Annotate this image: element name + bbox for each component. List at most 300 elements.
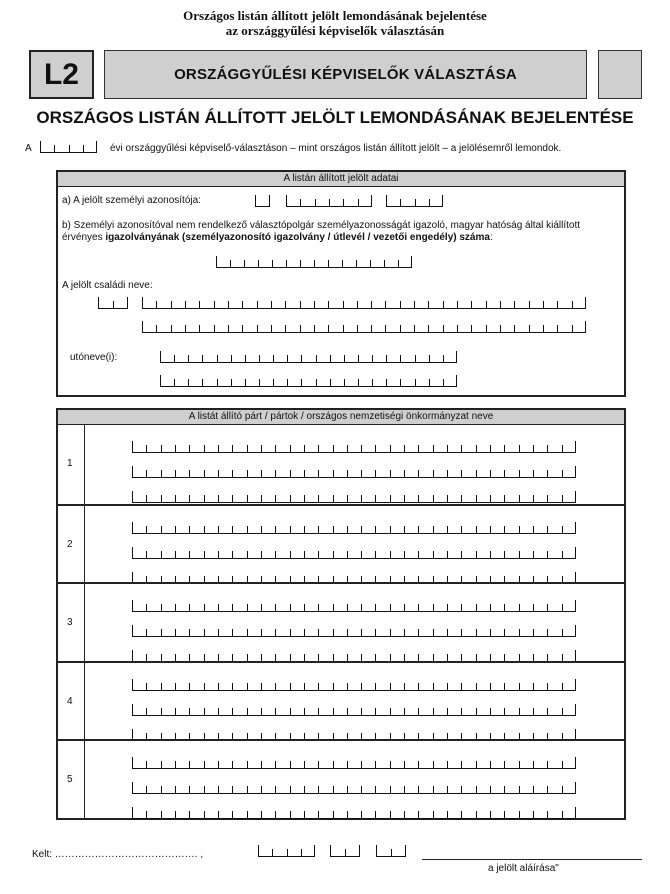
cell-tick — [385, 325, 386, 333]
cell-tick — [189, 708, 190, 716]
cell-tick — [232, 445, 233, 453]
cell-tick — [275, 683, 276, 691]
cell-tick — [519, 761, 520, 769]
cell-tick — [175, 604, 176, 612]
cell-tick — [447, 761, 448, 769]
party-number-cell — [58, 506, 85, 585]
cell-tick — [333, 445, 334, 453]
cell-tick — [161, 526, 162, 534]
cell-tick — [228, 325, 229, 333]
cell-tick — [547, 470, 548, 478]
cell-tick — [404, 629, 405, 637]
cell-tick — [504, 629, 505, 637]
cell-tick — [204, 811, 205, 819]
cell-tick — [300, 199, 301, 207]
cell-tick — [204, 708, 205, 716]
cell-tick — [275, 470, 276, 478]
cell-tick — [304, 708, 305, 716]
cell-tick — [359, 845, 360, 857]
cell-tick — [287, 355, 288, 363]
cell-tick — [314, 260, 315, 268]
given-name-field-2[interactable] — [160, 375, 457, 387]
cell-tick — [519, 629, 520, 637]
cell-tick — [290, 811, 291, 819]
cell-tick — [232, 811, 233, 819]
cell-tick — [333, 786, 334, 794]
cell-tick — [255, 195, 256, 207]
year-field[interactable] — [40, 141, 97, 153]
cell-tick — [344, 355, 345, 363]
cell-tick — [199, 301, 200, 309]
cell-tick — [300, 301, 301, 309]
cell-tick — [404, 526, 405, 534]
party-number-cell — [58, 741, 85, 820]
cell-tick — [533, 470, 534, 478]
cell-tick — [161, 708, 162, 716]
cell-tick — [562, 551, 563, 559]
cell-tick — [447, 786, 448, 794]
cell-tick — [261, 470, 262, 478]
header-title-line2: az országgyűlési képviselők választásán — [225, 23, 445, 38]
cell-tick — [562, 811, 563, 819]
cell-tick — [318, 629, 319, 637]
cell-tick — [390, 683, 391, 691]
cell-tick — [318, 495, 319, 503]
cell-tick — [447, 811, 448, 819]
cell-tick — [247, 495, 248, 503]
date-year-field[interactable] — [258, 845, 315, 857]
cell-tick — [433, 761, 434, 769]
cell-tick — [318, 551, 319, 559]
cell-tick — [286, 260, 287, 268]
cell-tick — [461, 526, 462, 534]
cell-tick — [175, 526, 176, 534]
cell-tick — [361, 811, 362, 819]
cell-tick — [347, 629, 348, 637]
cell-tick — [490, 786, 491, 794]
cell-tick — [504, 470, 505, 478]
cell-tick — [575, 782, 576, 794]
election-title-box — [104, 50, 587, 99]
cell-tick — [175, 629, 176, 637]
cell-tick — [257, 301, 258, 309]
cell-tick — [347, 811, 348, 819]
cell-tick — [347, 604, 348, 612]
cell-tick — [415, 379, 416, 387]
cell-tick — [361, 683, 362, 691]
cell-tick — [161, 470, 162, 478]
cell-tick — [519, 604, 520, 612]
intro-prefix: A — [25, 143, 32, 154]
cell-tick — [418, 708, 419, 716]
cell-tick — [457, 325, 458, 333]
cell-tick — [273, 355, 274, 363]
cell-tick — [189, 604, 190, 612]
cell-tick — [189, 526, 190, 534]
cell-tick — [132, 600, 133, 612]
cell-tick — [171, 325, 172, 333]
cell-tick — [132, 522, 133, 534]
cell-tick — [218, 470, 219, 478]
cell-tick — [146, 761, 147, 769]
cell-tick — [476, 526, 477, 534]
cell-tick — [218, 786, 219, 794]
cell-tick — [218, 629, 219, 637]
cell-tick — [519, 708, 520, 716]
cell-tick — [261, 604, 262, 612]
cell-tick — [575, 600, 576, 612]
cell-tick — [547, 708, 548, 716]
party-row — [58, 582, 624, 663]
cell-tick — [476, 708, 477, 716]
cell-tick — [300, 325, 301, 333]
cell-tick — [347, 495, 348, 503]
cell-tick — [242, 325, 243, 333]
cell-tick — [433, 495, 434, 503]
party-name-field[interactable] — [132, 466, 576, 478]
cell-tick — [304, 761, 305, 769]
cell-tick — [461, 683, 462, 691]
cell-tick — [247, 551, 248, 559]
cell-tick — [504, 495, 505, 503]
cell-tick — [476, 761, 477, 769]
cell-tick — [356, 260, 357, 268]
cell-tick — [275, 629, 276, 637]
personal-id-field-3[interactable] — [386, 195, 443, 207]
cell-tick — [575, 466, 576, 478]
side-box — [598, 50, 642, 99]
cell-tick — [247, 526, 248, 534]
cell-tick — [557, 325, 558, 333]
cell-tick — [132, 466, 133, 478]
cell-tick — [585, 321, 586, 333]
cell-tick — [376, 845, 377, 857]
cell-tick — [304, 786, 305, 794]
cell-tick — [519, 551, 520, 559]
cell-tick — [562, 526, 563, 534]
cell-tick — [189, 495, 190, 503]
cell-tick — [418, 761, 419, 769]
cell-tick — [575, 679, 576, 691]
cell-tick — [304, 470, 305, 478]
cell-tick — [504, 761, 505, 769]
cell-tick — [347, 470, 348, 478]
cell-tick — [189, 551, 190, 559]
cell-tick — [175, 551, 176, 559]
cell-tick — [316, 379, 317, 387]
cell-tick — [318, 526, 319, 534]
cell-tick — [433, 470, 434, 478]
cell-tick — [333, 708, 334, 716]
cell-tick — [214, 325, 215, 333]
cell-tick — [175, 683, 176, 691]
cell-tick — [189, 786, 190, 794]
cell-tick — [132, 441, 133, 453]
cell-tick — [490, 683, 491, 691]
cell-tick — [259, 355, 260, 363]
cell-tick — [271, 325, 272, 333]
personal-id-field-1[interactable] — [255, 195, 270, 207]
cell-tick — [361, 470, 362, 478]
cell-tick — [390, 495, 391, 503]
cell-tick — [160, 375, 161, 387]
party-name-field[interactable] — [132, 704, 576, 716]
cell-tick — [290, 495, 291, 503]
cell-tick — [562, 470, 563, 478]
cell-tick — [304, 445, 305, 453]
cell-tick — [275, 761, 276, 769]
cell-tick — [231, 379, 232, 387]
cell-tick — [290, 629, 291, 637]
cell-tick — [358, 379, 359, 387]
party-name-field[interactable] — [132, 757, 576, 769]
intro-text: évi országgyűlési képviselő-választáson – mint országos listán állított jelölt – a jelölésemről lemondok. — [110, 143, 562, 154]
cell-tick — [490, 551, 491, 559]
party-name-field[interactable] — [132, 782, 576, 794]
cell-tick — [562, 629, 563, 637]
alt-id-label — [62, 220, 618, 244]
cell-tick — [347, 526, 348, 534]
cell-tick — [519, 683, 520, 691]
cell-tick — [529, 325, 530, 333]
cell-tick — [575, 547, 576, 559]
cell-tick — [301, 849, 302, 857]
cell-tick — [204, 551, 205, 559]
cell-tick — [562, 786, 563, 794]
cell-tick — [232, 495, 233, 503]
alt-id-text-end: : — [489, 232, 493, 243]
cell-tick — [433, 811, 434, 819]
cell-tick — [490, 708, 491, 716]
cell-tick — [189, 683, 190, 691]
cell-tick — [301, 379, 302, 387]
cell-tick — [562, 683, 563, 691]
cell-tick — [275, 604, 276, 612]
cell-tick — [400, 379, 401, 387]
cell-tick — [504, 811, 505, 819]
cell-tick — [232, 470, 233, 478]
cell-tick — [218, 551, 219, 559]
cell-tick — [272, 260, 273, 268]
cell-tick — [242, 301, 243, 309]
cell-tick — [504, 786, 505, 794]
cell-tick — [275, 495, 276, 503]
cell-tick — [461, 604, 462, 612]
cell-tick — [261, 761, 262, 769]
cell-tick — [175, 495, 176, 503]
cell-tick — [504, 604, 505, 612]
cell-tick — [188, 355, 189, 363]
cell-tick — [146, 811, 147, 819]
cell-tick — [304, 604, 305, 612]
cell-tick — [146, 604, 147, 612]
signature-line[interactable] — [422, 858, 642, 860]
cell-tick — [443, 355, 444, 363]
cell-tick — [314, 301, 315, 309]
cell-tick — [433, 551, 434, 559]
cell-tick — [347, 786, 348, 794]
cell-tick — [562, 604, 563, 612]
cell-tick — [330, 845, 331, 857]
election-title: ORSZÁGGYŰLÉSI KÉPVISELŐK VÁLASZTÁSA — [174, 66, 517, 83]
cell-tick — [318, 708, 319, 716]
cell-tick — [456, 351, 457, 363]
cell-tick — [247, 629, 248, 637]
party-name-field[interactable] — [132, 625, 576, 637]
cell-tick — [272, 849, 273, 857]
cell-tick — [347, 761, 348, 769]
cell-tick — [375, 495, 376, 503]
cell-tick — [202, 355, 203, 363]
cell-tick — [318, 470, 319, 478]
cell-tick — [258, 260, 259, 268]
cell-tick — [461, 445, 462, 453]
cell-tick — [261, 629, 262, 637]
cell-tick — [175, 761, 176, 769]
cell-tick — [189, 811, 190, 819]
cell-tick — [175, 470, 176, 478]
cell-tick — [290, 470, 291, 478]
cell-tick — [161, 683, 162, 691]
date-month-field[interactable] — [330, 845, 360, 857]
cell-tick — [429, 199, 430, 207]
cell-tick — [418, 811, 419, 819]
cell-tick — [290, 526, 291, 534]
cell-tick — [161, 786, 162, 794]
cell-tick — [204, 786, 205, 794]
cell-tick — [247, 470, 248, 478]
party-number: 5 — [67, 774, 73, 786]
cell-tick — [447, 683, 448, 691]
cell-tick — [404, 445, 405, 453]
cell-tick — [228, 301, 229, 309]
cell-tick — [361, 761, 362, 769]
cell-tick — [490, 470, 491, 478]
personal-id-field-2[interactable] — [286, 195, 372, 207]
cell-tick — [547, 495, 548, 503]
cell-tick — [500, 325, 501, 333]
document-header — [0, 8, 670, 38]
cell-tick — [275, 786, 276, 794]
party-name-field[interactable] — [132, 491, 576, 503]
cell-tick — [398, 260, 399, 268]
cell-tick — [175, 786, 176, 794]
family-name-label: A jelölt családi neve: — [62, 280, 153, 291]
cell-tick — [543, 301, 544, 309]
cell-tick — [447, 526, 448, 534]
cell-tick — [304, 811, 305, 819]
cell-tick — [490, 526, 491, 534]
party-name-field[interactable] — [132, 522, 576, 534]
family-name-field-1[interactable] — [142, 297, 586, 309]
cell-tick — [404, 551, 405, 559]
cell-tick — [343, 325, 344, 333]
party-row — [58, 425, 624, 504]
cell-tick — [333, 495, 334, 503]
cell-tick — [175, 811, 176, 819]
cell-tick — [404, 495, 405, 503]
cell-tick — [414, 301, 415, 309]
given-name-field-1[interactable] — [160, 351, 457, 363]
cell-tick — [575, 807, 576, 819]
party-name-field[interactable] — [132, 547, 576, 559]
party-name-field[interactable] — [132, 441, 576, 453]
cell-tick — [142, 321, 143, 333]
cell-tick — [375, 786, 376, 794]
cell-tick — [316, 355, 317, 363]
cell-tick — [433, 445, 434, 453]
cell-tick — [562, 445, 563, 453]
cell-tick — [457, 301, 458, 309]
cell-tick — [404, 786, 405, 794]
party-name-field[interactable] — [132, 679, 576, 691]
cell-tick — [504, 445, 505, 453]
cell-tick — [290, 708, 291, 716]
cell-tick — [318, 604, 319, 612]
cell-tick — [290, 604, 291, 612]
cell-tick — [504, 683, 505, 691]
cell-tick — [456, 375, 457, 387]
cell-tick — [370, 260, 371, 268]
cell-tick — [285, 325, 286, 333]
cell-tick — [433, 629, 434, 637]
cell-tick — [127, 297, 128, 309]
cell-tick — [514, 325, 515, 333]
id-document-number-field[interactable] — [216, 256, 412, 268]
cell-tick — [358, 199, 359, 207]
family-name-field-2[interactable] — [142, 321, 586, 333]
cell-tick — [533, 495, 534, 503]
cell-tick — [218, 761, 219, 769]
cell-tick — [232, 526, 233, 534]
cell-tick — [247, 761, 248, 769]
cell-tick — [156, 325, 157, 333]
cell-tick — [146, 551, 147, 559]
cell-tick — [271, 301, 272, 309]
cell-tick — [315, 199, 316, 207]
cell-tick — [40, 141, 41, 153]
cell-tick — [247, 445, 248, 453]
cell-tick — [384, 260, 385, 268]
cell-tick — [285, 301, 286, 309]
cell-tick — [447, 445, 448, 453]
cell-tick — [443, 379, 444, 387]
cell-tick — [533, 604, 534, 612]
cell-tick — [433, 526, 434, 534]
cell-tick — [174, 379, 175, 387]
cell-tick — [146, 786, 147, 794]
cell-tick — [390, 761, 391, 769]
cell-tick — [447, 629, 448, 637]
cell-tick — [318, 786, 319, 794]
party-name-field[interactable] — [132, 600, 576, 612]
cell-tick — [471, 325, 472, 333]
cell-tick — [304, 683, 305, 691]
cell-tick — [290, 683, 291, 691]
cell-tick — [490, 761, 491, 769]
cell-tick — [361, 786, 362, 794]
cell-tick — [290, 551, 291, 559]
cell-tick — [533, 683, 534, 691]
date-day-field[interactable] — [376, 845, 406, 857]
cell-tick — [333, 526, 334, 534]
party-name-field[interactable] — [132, 807, 576, 819]
family-prefix-field[interactable] — [98, 297, 128, 309]
cell-tick — [343, 199, 344, 207]
header-title-line1: Országos listán állított jelölt lemondásának bejelentése — [183, 8, 487, 23]
cell-tick — [300, 260, 301, 268]
cell-tick — [375, 708, 376, 716]
